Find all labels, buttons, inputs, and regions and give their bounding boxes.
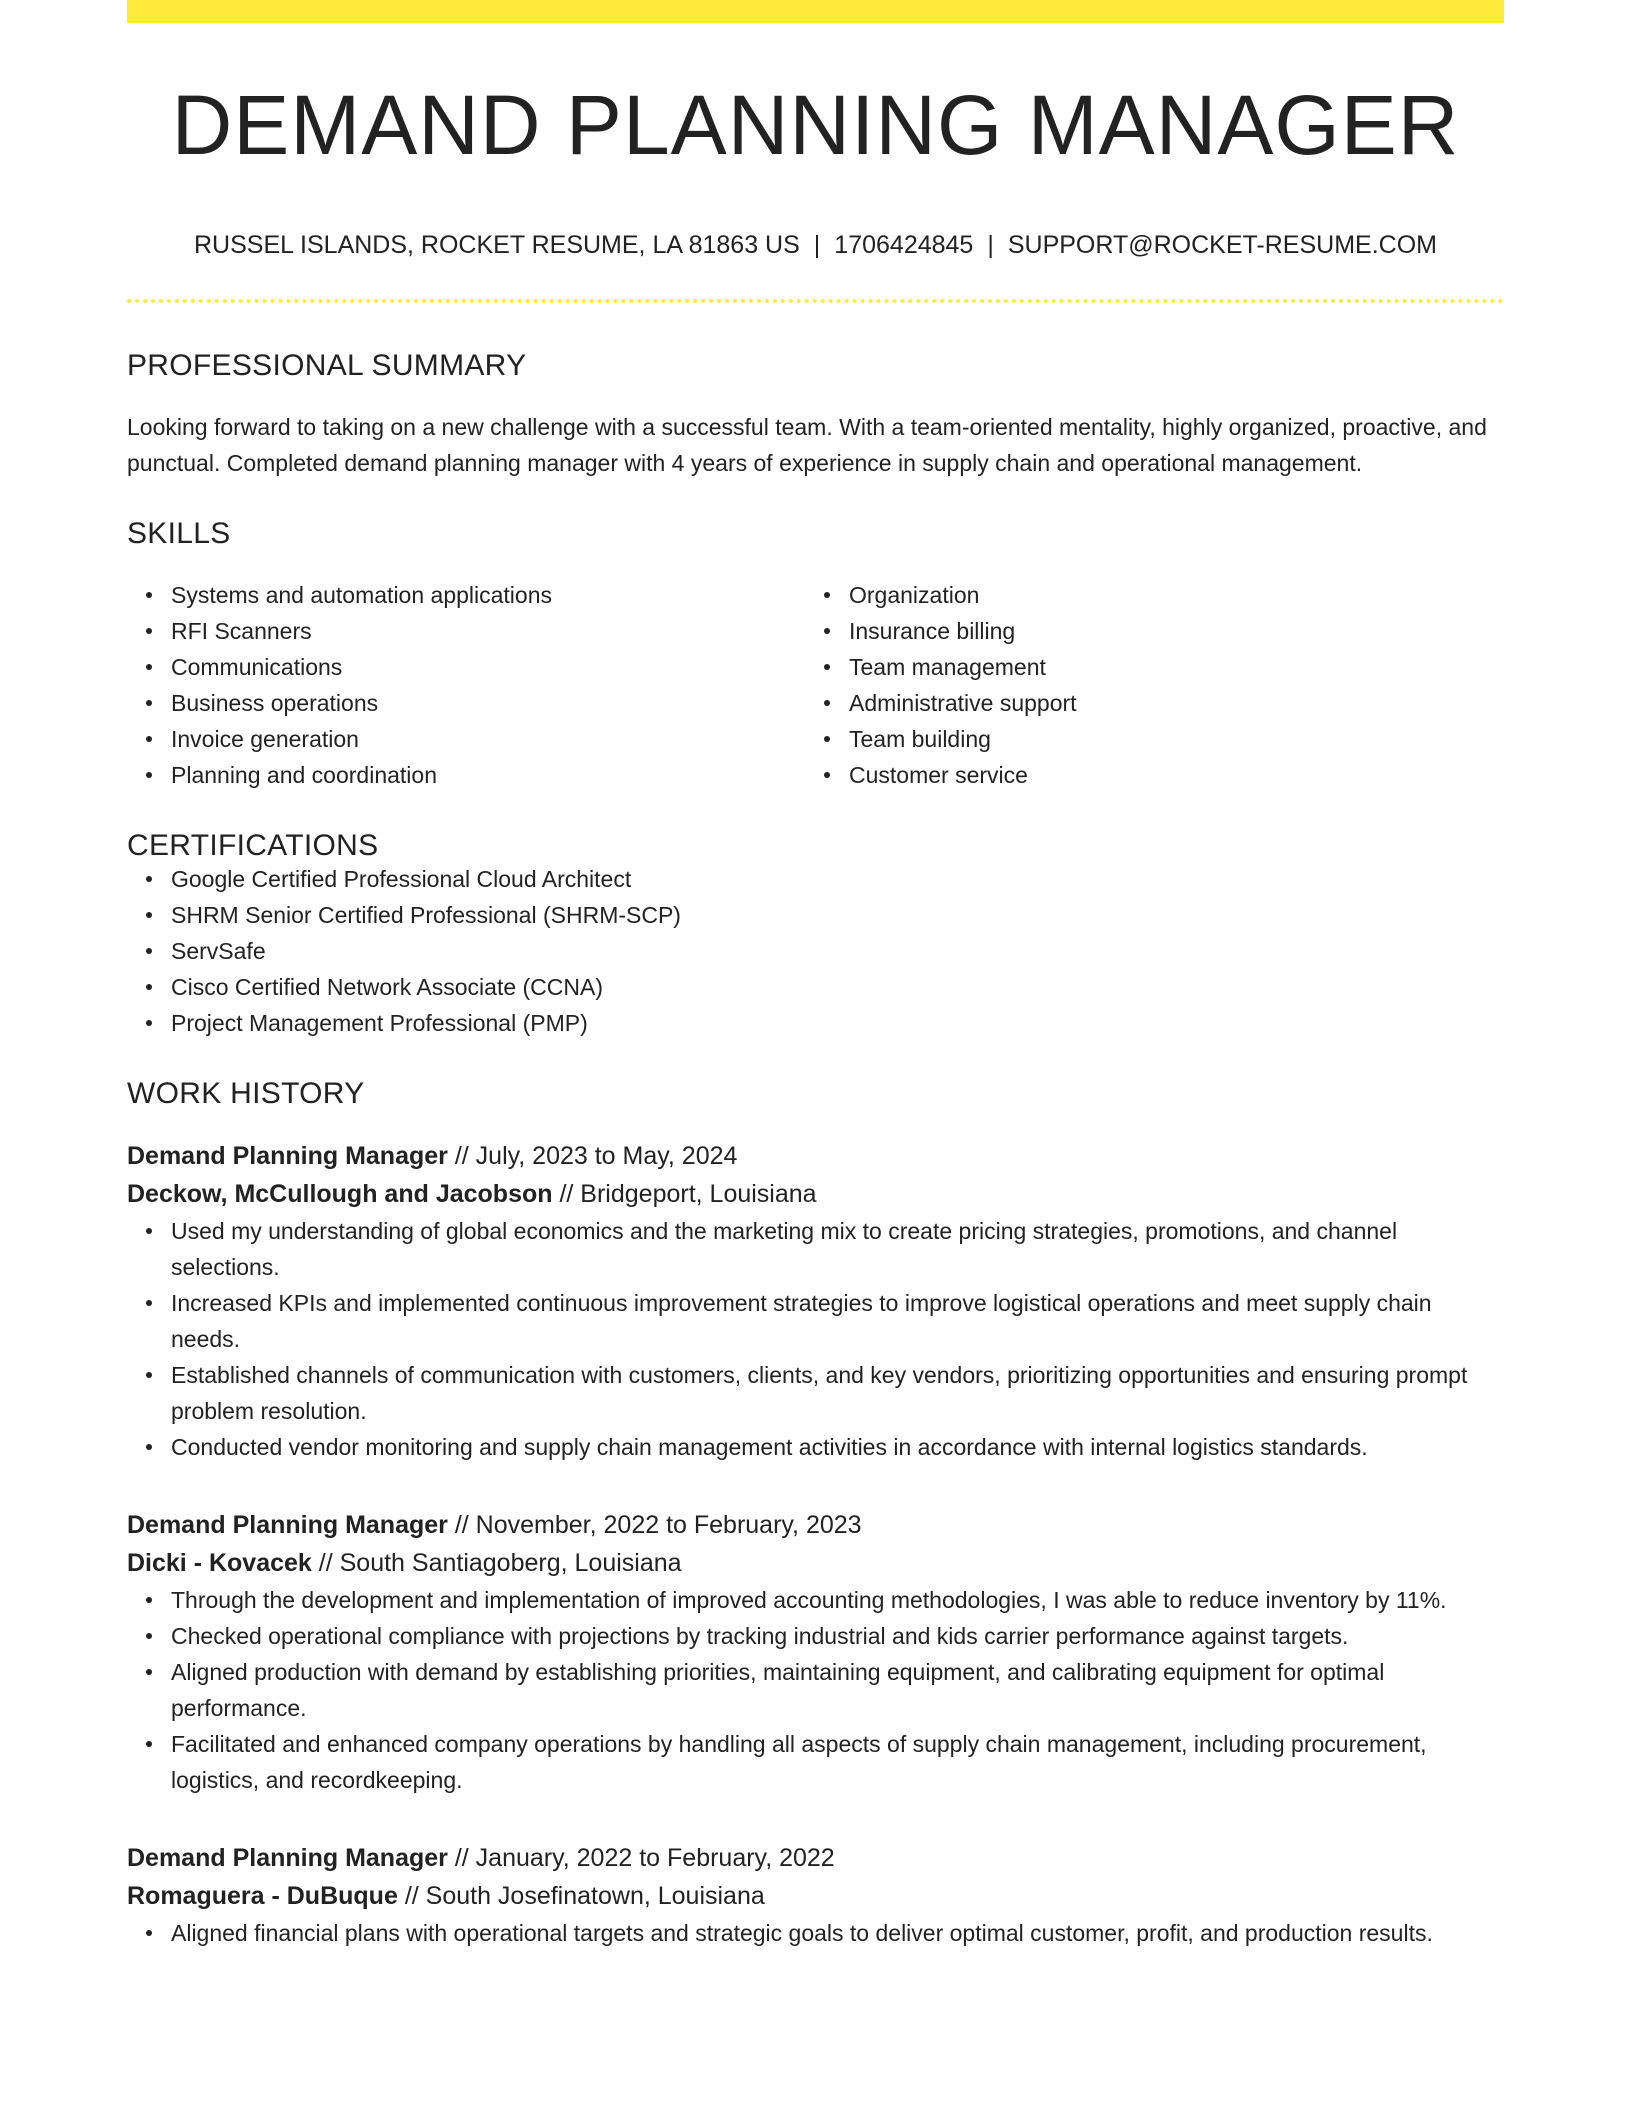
certification-item: SHRM Senior Certified Professional (SHRM-SCP) bbox=[171, 897, 1504, 933]
certification-item: ServSafe bbox=[171, 933, 1504, 969]
skills-column-left bbox=[127, 577, 805, 793]
skill-item: Team management bbox=[849, 649, 1483, 685]
job-dates: // January, 2022 to February, 2022 bbox=[454, 1844, 835, 1872]
contact-email: SUPPORT@ROCKET-RESUME.COM bbox=[1007, 231, 1437, 259]
job-role: Demand Planning Manager bbox=[127, 1142, 448, 1170]
job-bullet: Increased KPIs and implemented continuous improvement strategies to improve logistical operations and meet supply chain needs. bbox=[171, 1285, 1504, 1357]
job-company: Dicki - Kovacek bbox=[127, 1549, 312, 1577]
accent-top-bar bbox=[127, 0, 1504, 23]
skills-list-right bbox=[805, 577, 1483, 793]
skills-heading: SKILLS bbox=[127, 517, 231, 550]
skill-item: Customer service bbox=[849, 757, 1483, 793]
skills-column-right bbox=[805, 577, 1483, 793]
certifications-heading: CERTIFICATIONS bbox=[127, 829, 379, 862]
job-bullet: Used my understanding of global economics and the marketing mix to create pricing strategies, promotions, and channel selections. bbox=[171, 1213, 1504, 1285]
job-company-line bbox=[127, 1544, 1504, 1582]
summary-text: Looking forward to taking on a new challenge with a successful team. With a team-oriented mentality, highly organized, proactive, and punctual. Completed demand planning manager with 4 years of experience in supply chain and operational management. bbox=[127, 414, 1487, 476]
job-bullets bbox=[127, 1582, 1504, 1798]
dotted-divider bbox=[127, 299, 1504, 303]
contact-address: RUSSEL ISLANDS, ROCKET RESUME, LA 81863 US bbox=[194, 231, 800, 259]
job-role: Demand Planning Manager bbox=[127, 1511, 448, 1539]
job-bullets bbox=[127, 1915, 1504, 1951]
job-role: Demand Planning Manager bbox=[127, 1844, 448, 1872]
certification-item: Google Certified Professional Cloud Architect bbox=[171, 861, 1504, 897]
skill-item: Invoice generation bbox=[171, 721, 805, 757]
skill-item: RFI Scanners bbox=[171, 613, 805, 649]
job-bullet: Facilitated and enhanced company operations by handling all aspects of supply chain management, including procurement, logistics, and recordkeeping. bbox=[171, 1726, 1504, 1798]
job-company: Romaguera - DuBuque bbox=[127, 1882, 398, 1910]
job-entry bbox=[127, 1137, 1504, 1465]
job-bullet: Aligned financial plans with operational targets and strategic goals to deliver optimal customer, profit, and production results. bbox=[171, 1915, 1504, 1951]
skills-list-left bbox=[127, 577, 805, 793]
certifications-list bbox=[127, 861, 1504, 1041]
skill-item: Communications bbox=[171, 649, 805, 685]
certification-item: Cisco Certified Network Associate (CCNA) bbox=[171, 969, 1504, 1005]
contact-line bbox=[127, 233, 1504, 258]
job-entry bbox=[127, 1506, 1504, 1798]
skills-columns bbox=[127, 577, 1504, 793]
job-bullet: Checked operational compliance with projections by tracking industrial and kids carrier performance against targets. bbox=[171, 1618, 1504, 1654]
skill-item: Administrative support bbox=[849, 685, 1483, 721]
job-bullet: Conducted vendor monitoring and supply chain management activities in accordance with internal logistics standards. bbox=[171, 1429, 1504, 1465]
resume-title: DEMAND PLANNING MANAGER bbox=[171, 78, 1460, 172]
contact-separator: | bbox=[813, 231, 821, 259]
skill-item: Business operations bbox=[171, 685, 805, 721]
skill-item: Systems and automation applications bbox=[171, 577, 805, 613]
job-role-line bbox=[127, 1506, 1504, 1544]
skill-item: Organization bbox=[849, 577, 1483, 613]
job-location: // South Josefinatown, Louisiana bbox=[404, 1882, 765, 1910]
skill-item: Team building bbox=[849, 721, 1483, 757]
job-location: // South Santiagoberg, Louisiana bbox=[318, 1549, 682, 1577]
job-bullet: Through the development and implementation of improved accounting methodologies, I was able to reduce inventory by 11%. bbox=[171, 1582, 1504, 1618]
contact-separator: | bbox=[987, 231, 994, 259]
job-role-line bbox=[127, 1839, 1504, 1877]
resume-page bbox=[127, 0, 1504, 1951]
job-location: // Bridgeport, Louisiana bbox=[559, 1180, 817, 1208]
work-history-heading: WORK HISTORY bbox=[127, 1077, 365, 1110]
job-role-line bbox=[127, 1137, 1504, 1175]
job-company: Deckow, McCullough and Jacobson bbox=[127, 1180, 553, 1208]
skill-item: Planning and coordination bbox=[171, 757, 805, 793]
job-dates: // July, 2023 to May, 2024 bbox=[454, 1142, 738, 1170]
job-bullet: Aligned production with demand by establishing priorities, maintaining equipment, and calibrating equipment for optimal performance. bbox=[171, 1654, 1504, 1726]
job-company-line bbox=[127, 1877, 1504, 1915]
job-company-line bbox=[127, 1175, 1504, 1213]
job-bullets bbox=[127, 1213, 1504, 1465]
job-bullet: Established channels of communication with customers, clients, and key vendors, prioritizing opportunities and ensuring prompt problem resolution. bbox=[171, 1357, 1504, 1429]
job-entry bbox=[127, 1839, 1504, 1951]
contact-phone: 1706424845 bbox=[834, 231, 974, 259]
summary-heading: PROFESSIONAL SUMMARY bbox=[127, 349, 527, 382]
skill-item: Insurance billing bbox=[849, 613, 1483, 649]
certification-item: Project Management Professional (PMP) bbox=[171, 1005, 1504, 1041]
job-dates: // November, 2022 to February, 2023 bbox=[454, 1511, 862, 1539]
